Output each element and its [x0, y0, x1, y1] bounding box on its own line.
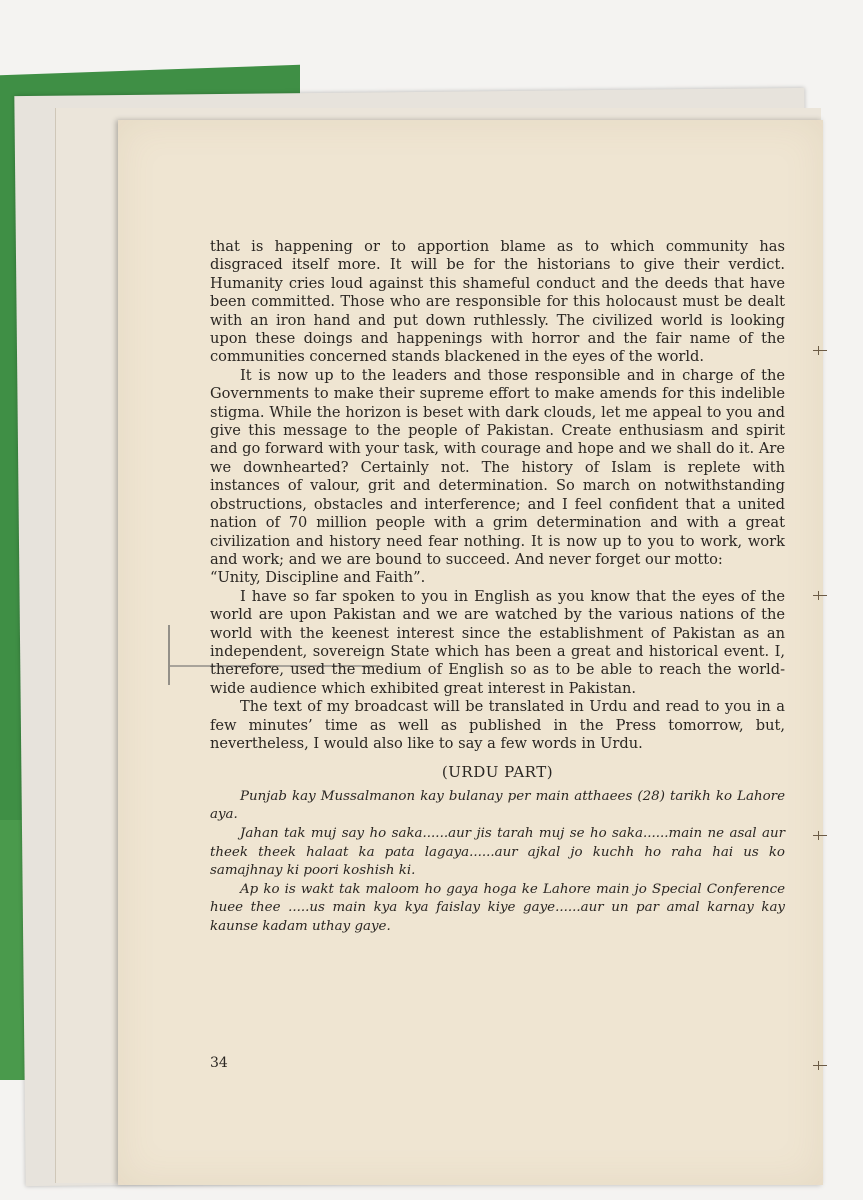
- paragraph: The text of my broadcast will be translated in Urdu and read to you in a few minutes’ time as well as published in the Press tomorrow, but, nevertheless, I would also like to say a few words in Urdu.: [210, 698, 785, 752]
- paragraph: that is happening or to apportion blame as to which community has disgraced itself more. It will be for the historians to give their verdict. Humanity cries loud against this shameful conduct and the deeds that have been committed. Those who are responsible for this holocaust must be dealt with an iron hand and put down ruthlessly. The civilized world is looking upon these doings and happenings with horror and the fair name of the communities concerned stands blackened in the eyes of the world.: [210, 238, 785, 366]
- urdu-paragraph: Ap ko is wakt tak maloom ho gaya hoga ke Lahore main jo Special Conference huee thee .....us main kya kya faislay kiye gaye......aur un par amal karnay kay kaunse kadam uthay gaye.: [210, 881, 785, 934]
- binding-stitch: [813, 835, 827, 836]
- pencil-mark-vertical: [168, 625, 170, 685]
- motto-line: “Unity, Discipline and Faith”.: [210, 569, 426, 587]
- body-text: [210, 238, 785, 937]
- paragraph: It is now up to the leaders and those responsible and in charge of the Governments to make their supreme effort to make amends for this indelible stigma. While the horizon is beset with dark clouds, let me appeal to you and give this message to the people of Pakistan. Create enthusiasm and spirit and go forward with your task, with courage and hope and we shall do it. Are we downhearted? Certainly not. The history of Islam is replete with instances of valour, grit and determination. So march on notwithstanding obstructions, obstacles and interference; and I feel confident that a united nation of 70 million people with a grim determination and with a great civilization and history need fear nothing. It is now up to you to work, work and work; and we are bound to succeed. And never forget our motto:: [210, 366, 785, 568]
- paragraph: I have so far spoken to you in English as you know that the eyes of the world are upon Pakistan and we are watched by the various nations of the world with the keenest interest since the establishment of Pakistan as an independent, sovereign State which has been a great and historical event. I, therefore, used the medium of English so as to be able to reach the world-wide audience which exhibited great interest in Pakistan.: [210, 587, 785, 697]
- urdu-paragraph: Punjab kay Mussalmanon kay bulanay per main atthaees (28) tarikh ko Lahore aya.: [210, 788, 785, 823]
- binding-stitch: [813, 1065, 827, 1066]
- binding-stitch: [813, 595, 827, 596]
- book-page: [118, 120, 823, 1185]
- section-heading: (URDU PART): [441, 763, 554, 782]
- binding-stitch: [813, 350, 827, 351]
- page-number: 34: [210, 1055, 228, 1071]
- urdu-paragraph: Jahan tak muj say ho saka......aur jis tarah muj se ho saka......main ne asal aur theek theek halaat ka pata lagaya......aur ajkal jo kuchh ho raha hai us ko samajhnay ki poori koshish ki.: [210, 825, 785, 879]
